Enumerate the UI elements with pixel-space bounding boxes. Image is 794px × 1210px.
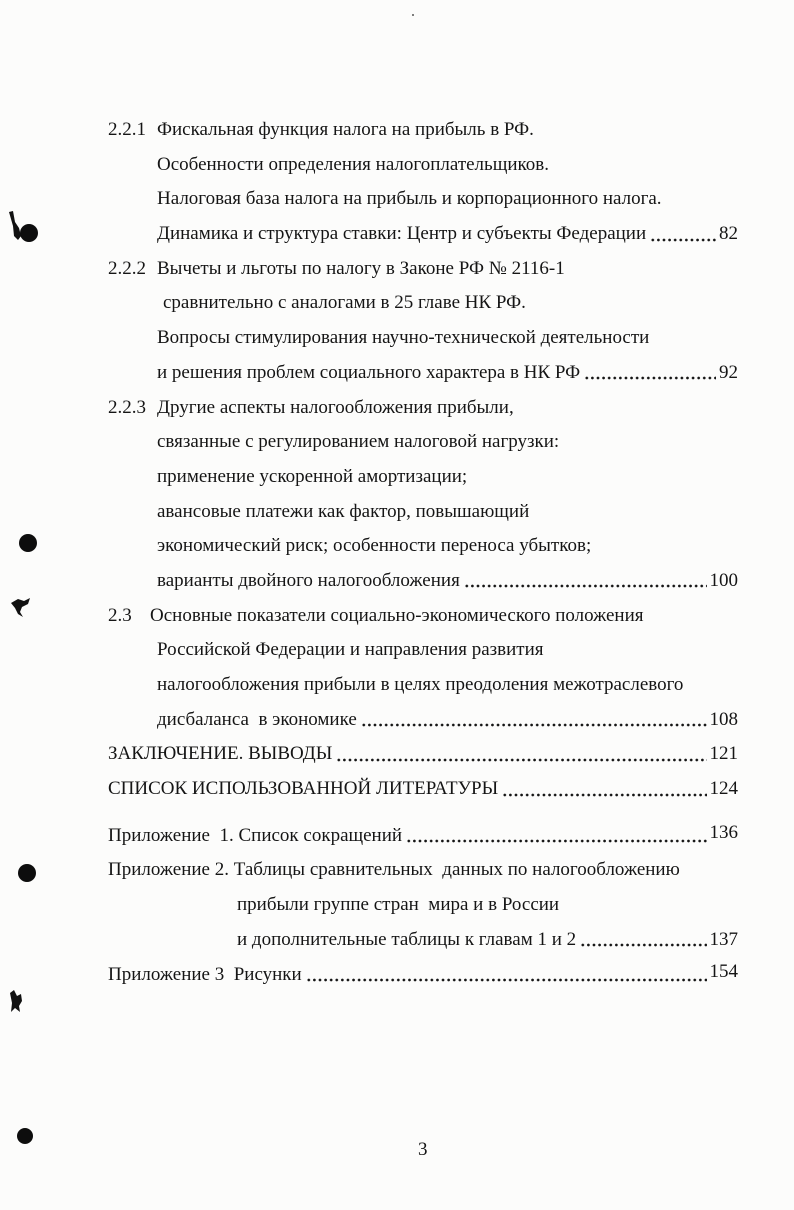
toc-line bbox=[108, 529, 738, 564]
page-number: 3 bbox=[418, 1139, 428, 1160]
page-ref: 121 bbox=[709, 743, 738, 765]
page-ref: 136 bbox=[709, 821, 738, 843]
entry-text: Другие аспекты налогообложения прибыли, bbox=[157, 396, 514, 418]
section-number: 2.3 bbox=[108, 604, 132, 626]
scan-margin-marks bbox=[0, 0, 45, 1210]
entry-text: Российской Федерации и направления развития bbox=[157, 639, 544, 661]
leader-dots bbox=[406, 819, 706, 854]
entry-text: варианты двойного налогообложения bbox=[157, 569, 460, 591]
toc-line bbox=[108, 425, 738, 460]
leader-dots bbox=[584, 356, 716, 391]
page-ref: 124 bbox=[709, 778, 738, 800]
entry-text: связанные с регулированием налоговой нагрузки: bbox=[157, 431, 560, 453]
toc-line bbox=[108, 923, 738, 958]
entry-text: Приложение 3 Рисунки bbox=[108, 963, 302, 985]
entry-text: налогообложения прибыли в целях преодоления межотраслевого bbox=[157, 674, 684, 695]
toc-line-appendix bbox=[108, 819, 738, 854]
page-ref: 108 bbox=[709, 708, 738, 730]
entry-text: Вычеты и льготы по налогу в Законе РФ № 2116-1 bbox=[157, 257, 565, 279]
entry-text: Основные показатели социально-экономического положения bbox=[150, 604, 644, 626]
leader-dots bbox=[650, 217, 716, 252]
toc-line bbox=[108, 599, 738, 634]
punch-hole bbox=[19, 534, 37, 552]
scan-bird-mark bbox=[11, 598, 30, 617]
toc-line bbox=[108, 668, 738, 703]
entry-text: ЗАКЛЮЧЕНИЕ. ВЫВОДЫ bbox=[108, 743, 333, 765]
toc-line bbox=[108, 356, 738, 391]
toc-line bbox=[108, 564, 738, 599]
toc-line bbox=[108, 391, 738, 426]
leader-dots bbox=[306, 958, 707, 993]
leader-dots bbox=[502, 772, 706, 807]
entry-text: экономический риск; особенности переноса убытков; bbox=[157, 535, 592, 557]
toc-line-appendix bbox=[108, 853, 738, 888]
entry-text: и решения проблем социального характера в НК РФ bbox=[157, 361, 581, 383]
toc-line-conclusion bbox=[108, 737, 738, 772]
toc-line bbox=[108, 888, 738, 923]
entry-text: дисбаланса в экономике bbox=[157, 708, 357, 730]
entry-text: прибыли группе стран мира и в России bbox=[237, 894, 560, 916]
entry-text: сравнительно с аналогами в 25 главе НК РФ. bbox=[163, 292, 526, 314]
punch-hole bbox=[18, 864, 36, 882]
entry-text: Приложение 2. Таблицы сравнительных данных по налогообложению bbox=[108, 859, 680, 881]
page-ref: 92 bbox=[719, 361, 738, 383]
toc-line bbox=[108, 460, 738, 495]
entry-text: авансовые платежи как фактор, повышающий bbox=[157, 500, 530, 522]
page-ref: 100 bbox=[709, 569, 738, 591]
entry-text: Динамика и структура ставки: Центр и субъекты Федерации bbox=[157, 223, 647, 245]
toc-line-bibliography bbox=[108, 772, 738, 807]
scan-scribble-mark bbox=[9, 211, 21, 240]
entry-text: применение ускоренной амортизации; bbox=[157, 465, 468, 487]
entry-text: и дополнительные таблицы к главам 1 и 2 bbox=[237, 928, 577, 950]
entry-text: Приложение 1. Список сокращений bbox=[108, 824, 403, 846]
toc-line bbox=[108, 182, 738, 217]
page-ref: 82 bbox=[719, 223, 738, 245]
punch-hole bbox=[17, 1128, 33, 1144]
table-of-contents bbox=[108, 113, 738, 992]
leader-dots bbox=[580, 923, 706, 958]
toc-line bbox=[108, 148, 738, 183]
leader-dots bbox=[464, 564, 707, 599]
appendix-list bbox=[108, 819, 738, 992]
entry-text: СПИСОК ИСПОЛЬЗОВАННОЙ ЛИТЕРАТУРЫ bbox=[108, 778, 499, 800]
scan-speck bbox=[412, 14, 414, 16]
toc-line bbox=[108, 113, 738, 148]
toc-line bbox=[108, 703, 738, 738]
leader-dots bbox=[361, 703, 707, 738]
toc-line bbox=[108, 633, 738, 668]
toc-line bbox=[108, 217, 738, 252]
toc-line bbox=[108, 321, 738, 356]
page-ref: 154 bbox=[709, 960, 738, 982]
entry-text: Вопросы стимулирования научно-технической деятельности bbox=[157, 327, 650, 349]
section-number: 2.2.2 bbox=[108, 257, 146, 279]
punch-hole bbox=[20, 224, 38, 242]
toc-line bbox=[108, 252, 738, 287]
entry-text: Особенности определения налогоплательщиков. bbox=[157, 153, 549, 175]
leader-dots bbox=[336, 737, 706, 772]
page-ref: 137 bbox=[709, 928, 738, 950]
toc-line bbox=[108, 286, 738, 321]
section-number: 2.2.1 bbox=[108, 119, 146, 140]
toc-line-appendix bbox=[108, 958, 738, 993]
toc-line bbox=[108, 495, 738, 530]
entry-text: Налоговая база налога на прибыль и корпорационного налога. bbox=[157, 188, 662, 210]
entry-text: Фискальная функция налога на прибыль в РФ. bbox=[157, 119, 534, 140]
scan-figure-mark bbox=[10, 990, 22, 1012]
section-number: 2.2.3 bbox=[108, 396, 146, 418]
